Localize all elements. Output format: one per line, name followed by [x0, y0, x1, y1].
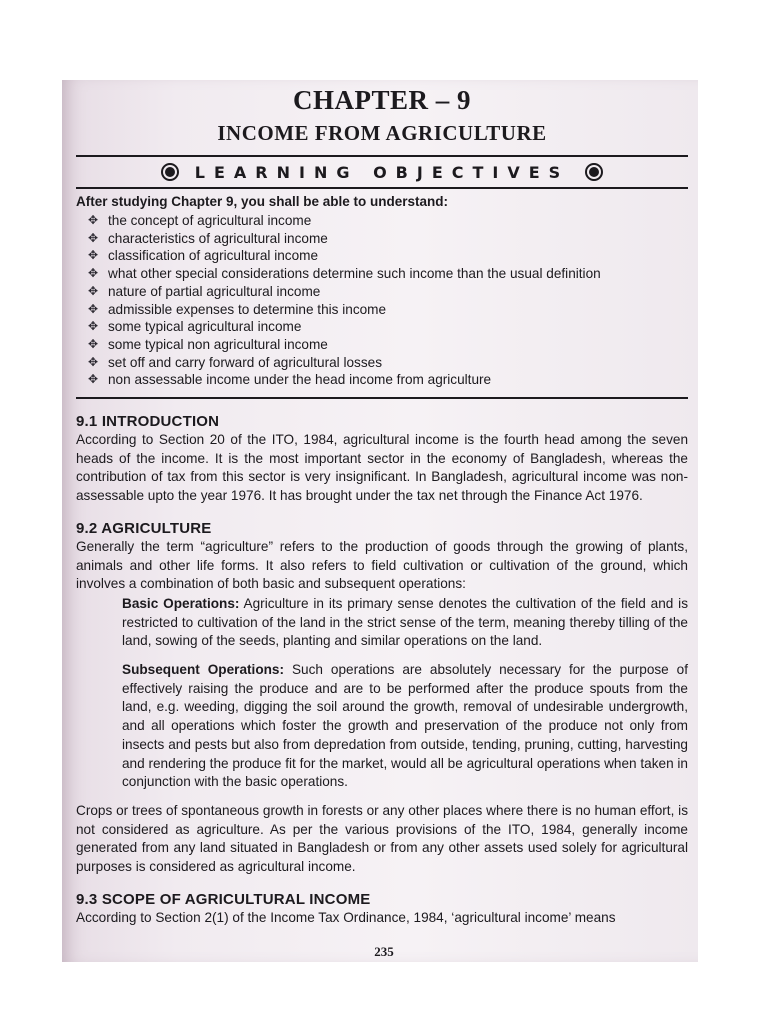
list-item: ✥ nature of partial agricultural income	[87, 283, 321, 299]
learning-objectives-heading	[76, 157, 688, 187]
diamond-cross-icon: ✥	[87, 372, 99, 387]
diamond-cross-icon: ✥	[87, 319, 99, 334]
list-item: ✥ classification of agricultural income	[87, 248, 319, 264]
agriculture-paragraph: Generally the term “agriculture” refers to the production of goods through the growing of plants, animals and other life forms. It also refers to field cultivation or cultivation of the ground, which involves a combination of both basic and subsequent operations:	[76, 538, 688, 592]
list-item: ✥ set off and carry forward of agricultural losses	[87, 354, 383, 370]
objectives-list	[86, 212, 688, 389]
list-item: ✥ admissible expenses to determine this income	[87, 301, 387, 317]
divider-below-heading	[76, 187, 688, 189]
objectives-intro: After studying Chapter 9, you shall be able to understand:	[76, 194, 449, 209]
learning-objectives-title: LEARNING OBJECTIVES	[194, 162, 570, 182]
diamond-cross-icon: ✥	[87, 336, 99, 351]
subsequent-operations-paragraph: Subsequent Operations: Such operations are absolutely necessary for the purpose of effectively raising the produce and are to be performed after the produce spouts from the land, e.g. weeding, digging the soil around the growth, removal of undesirable undergrowth, and all operations which foster the growth and preservation of the produce not only from insects and pests but also from depredation from outside, tending, pruning, cutting, harvesting and rendering the produce fit for the market, would all be agricultural operations when taken in conjunction with the basic operations.	[122, 662, 689, 790]
target-bullet-icon	[161, 163, 179, 181]
diamond-cross-icon: ✥	[87, 266, 99, 281]
diamond-cross-icon: ✥	[87, 354, 99, 369]
basic-operations-term: Basic Operations:	[122, 595, 240, 611]
section-heading-agriculture: 9.2 AGRICULTURE	[76, 519, 212, 537]
section-heading-introduction: 9.1 INTRODUCTION	[76, 413, 220, 431]
page-number: 235	[374, 944, 394, 959]
spontaneous-growth-paragraph: Crops or trees of spontaneous growth in forests or any other places where there is no human effort, is not considered as agriculture. As per the various provisions of the ITO, 1984, generally income generated from any land situated in Bangladesh or from any other assets used solely for agricultural purposes is considered as agricultural income.	[76, 802, 688, 875]
subsequent-operations-term: Subsequent Operations:	[122, 662, 285, 678]
introduction-paragraph: According to Section 20 of the ITO, 1984, agricultural income is the fourth head among the seven heads of the income. It is the most important sector in the economy of Bangladesh, whereas the contribution of tax from this sector is very insignificant. In Bangladesh, agricultural income was non-assessable upto the year 1976. It has brought under the tax net through the Finance Act 1976.	[76, 432, 688, 504]
page-content	[76, 80, 688, 928]
list-item: ✥ some typical agricultural income	[87, 319, 302, 335]
chapter-title: CHAPTER – 9	[292, 85, 471, 115]
basic-operations-paragraph: Basic Operations: Agriculture in its primary sense denotes the cultivation of the field and is restricted to cultivation of the land in the strict sense of the term, meaning thereby tilling of the land, sowing of the seeds, planting and similar operations on the land.	[122, 595, 689, 649]
section-heading-scope: 9.3 SCOPE OF AGRICULTURAL INCOME	[76, 890, 371, 908]
target-bullet-icon	[585, 163, 603, 181]
diamond-cross-icon: ✥	[87, 283, 99, 298]
list-item: ✥ what other special considerations determine such income than the usual definition	[87, 266, 601, 282]
list-item: ✥ characteristics of agricultural income	[87, 230, 328, 246]
diamond-cross-icon: ✥	[87, 248, 99, 263]
scope-paragraph: According to Section 2(1) of the Income Tax Ordinance, 1984, ‘agricultural income’ means	[76, 909, 616, 925]
diamond-cross-icon: ✥	[87, 213, 99, 227]
diamond-cross-icon: ✥	[87, 301, 99, 316]
diamond-cross-icon: ✥	[87, 230, 99, 245]
list-item: ✥ some typical non agricultural income	[87, 336, 328, 352]
list-item: ✥ non assessable income under the head income from agriculture	[87, 372, 492, 388]
chapter-subtitle: INCOME FROM AGRICULTURE	[217, 121, 547, 145]
list-item: ✥ the concept of agricultural income	[87, 213, 312, 228]
divider-bottom	[76, 397, 688, 399]
